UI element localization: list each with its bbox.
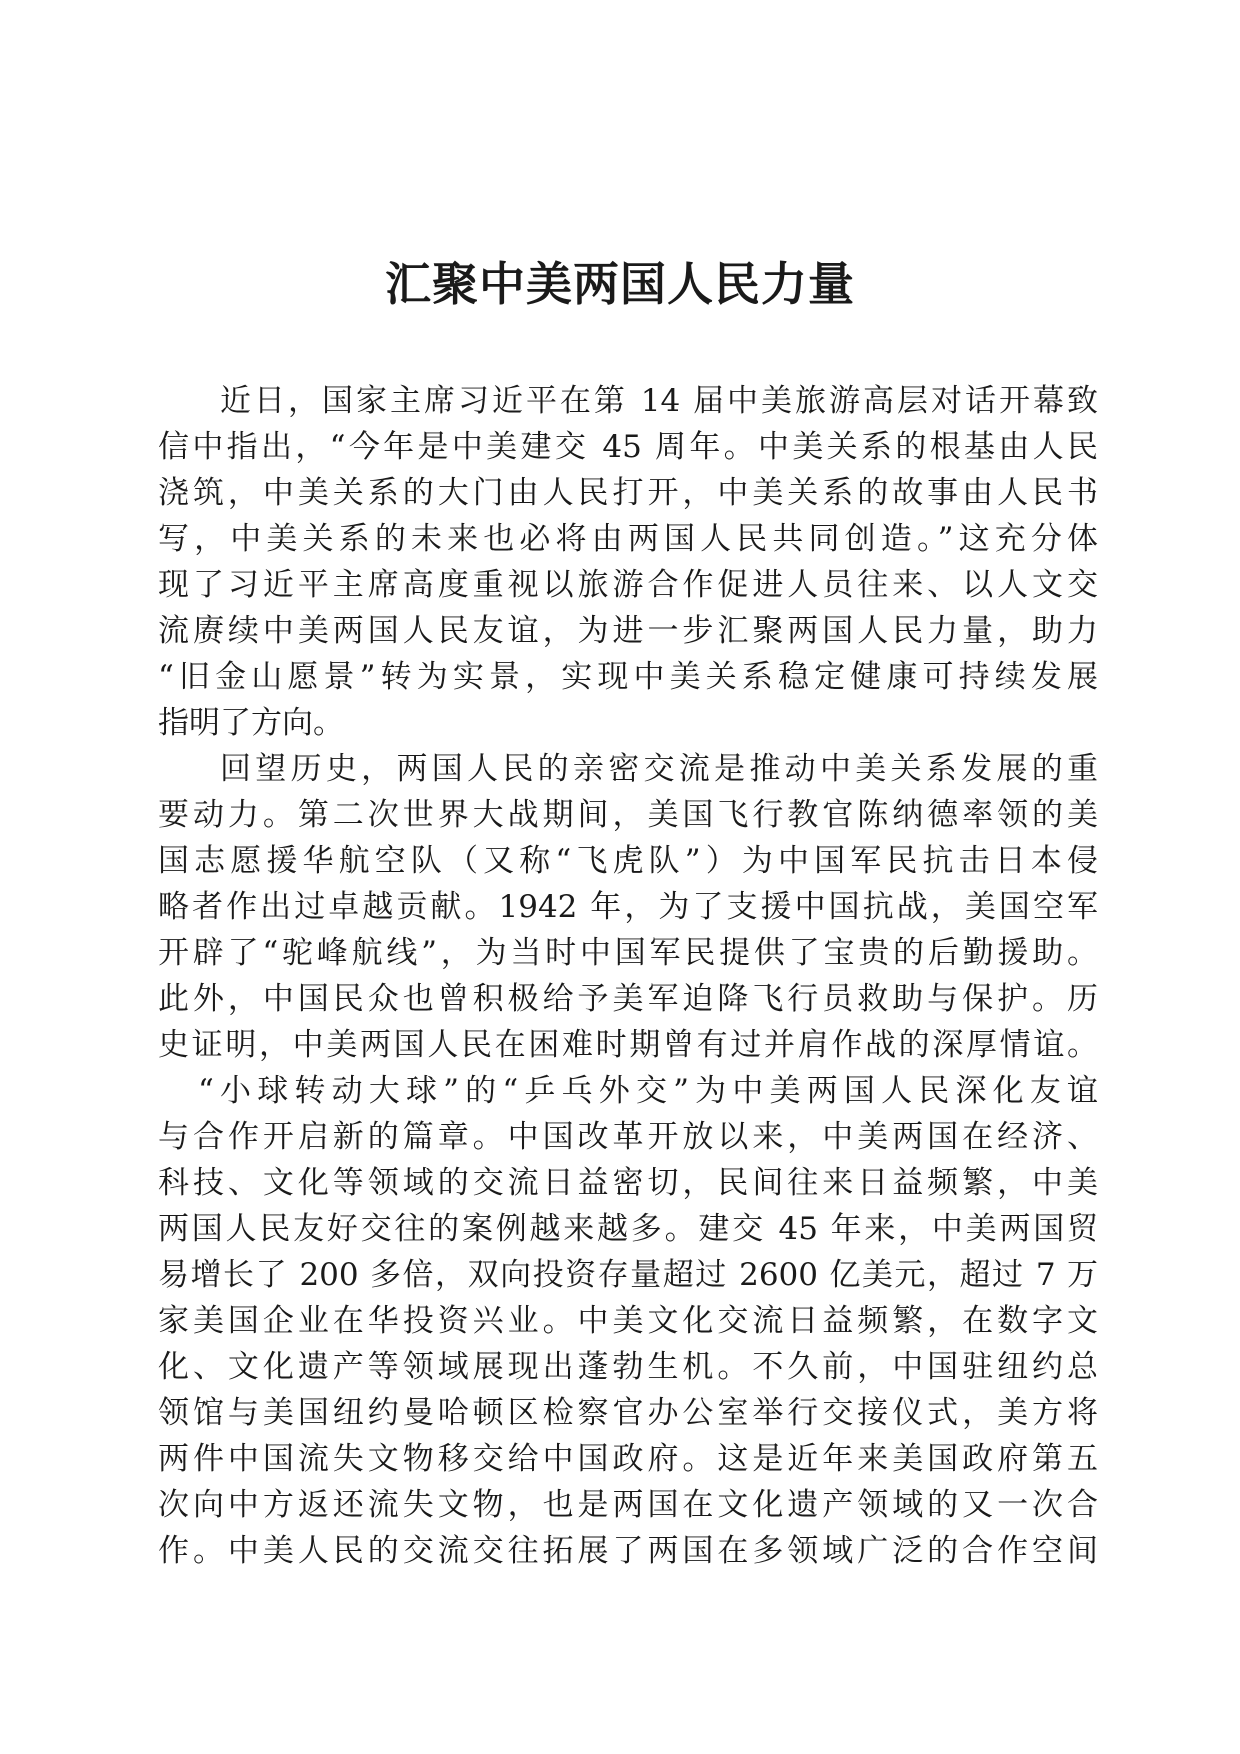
text-line: 信中指出，“今年是中美建交 45 周年。中美关系的根基由人民 xyxy=(158,429,1098,465)
article-body xyxy=(158,378,1098,1574)
text-line: “旧金山愿景”转为实景，实现中美关系稳定健康可持续发展 xyxy=(158,659,1098,695)
text-line: 与合作开启新的篇章。中国改革开放以来，中美两国在经济、 xyxy=(158,1119,1098,1155)
text-line: 史证明，中美两国人民在困难时期曾有过并肩作战的深厚情谊。 xyxy=(158,1027,1098,1063)
text-line: 开辟了“驼峰航线”，为当时中国军民提供了宝贵的后勤援助。 xyxy=(158,935,1098,971)
text-line: 次向中方返还流失文物，也是两国在文化遗产领域的又一次合 xyxy=(158,1487,1098,1523)
text-line: 此外，中国民众也曾积极给予美军迫降飞行员救助与保护。历 xyxy=(158,981,1098,1017)
text-line: 两国人民友好交往的案例越来越多。建交 45 年来，中美两国贸 xyxy=(158,1211,1098,1247)
text-line: 现了习近平主席高度重视以旅游合作促进人员往来、以人文交 xyxy=(158,567,1098,603)
text-line: 作。中美人民的交流交往拓展了两国在多领域广泛的合作空间 xyxy=(158,1533,1098,1569)
text-line: 要动力。第二次世界大战期间，美国飞行教官陈纳德率领的美 xyxy=(158,797,1098,833)
text-line: 化、文化遗产等领域展现出蓬勃生机。不久前，中国驻纽约总 xyxy=(158,1349,1098,1385)
article-title: 汇聚中美两国人民力量 xyxy=(385,257,855,311)
text-line: “小球转动大球”的“乒乓外交”为中美两国人民深化友谊 xyxy=(198,1073,1098,1109)
text-line: 回望历史，两国人民的亲密交流是推动中美关系发展的重 xyxy=(220,751,1098,787)
text-line: 两件中国流失文物移交给中国政府。这是近年来美国政府第五 xyxy=(158,1441,1098,1477)
text-line: 近日，国家主席习近平在第 14 届中美旅游高层对话开幕致 xyxy=(220,383,1098,419)
text-line: 流赓续中美两国人民友谊，为进一步汇聚两国人民力量，助力 xyxy=(158,613,1098,649)
text-line: 科技、文化等领域的交流日益密切，民间往来日益频繁，中美 xyxy=(158,1165,1098,1201)
text-line: 易增长了 200 多倍，双向投资存量超过 2600 亿美元，超过 7 万 xyxy=(158,1257,1098,1293)
text-line: 浇筑，中美关系的大门由人民打开，中美关系的故事由人民书 xyxy=(158,475,1098,511)
text-line: 国志愿援华航空队（又称“飞虎队”）为中国军民抗击日本侵 xyxy=(158,843,1098,879)
text-line: 写，中美关系的未来也必将由两国人民共同创造。”这充分体 xyxy=(158,521,1098,557)
text-line: 指明了方向。 xyxy=(158,705,344,741)
text-line: 领馆与美国纽约曼哈顿区检察官办公室举行交接仪式，美方将 xyxy=(158,1395,1098,1431)
text-line: 略者作出过卓越贡献。1942 年，为了支援中国抗战，美国空军 xyxy=(158,889,1098,925)
text-line: 家美国企业在华投资兴业。中美文化交流日益频繁，在数字文 xyxy=(158,1303,1098,1339)
